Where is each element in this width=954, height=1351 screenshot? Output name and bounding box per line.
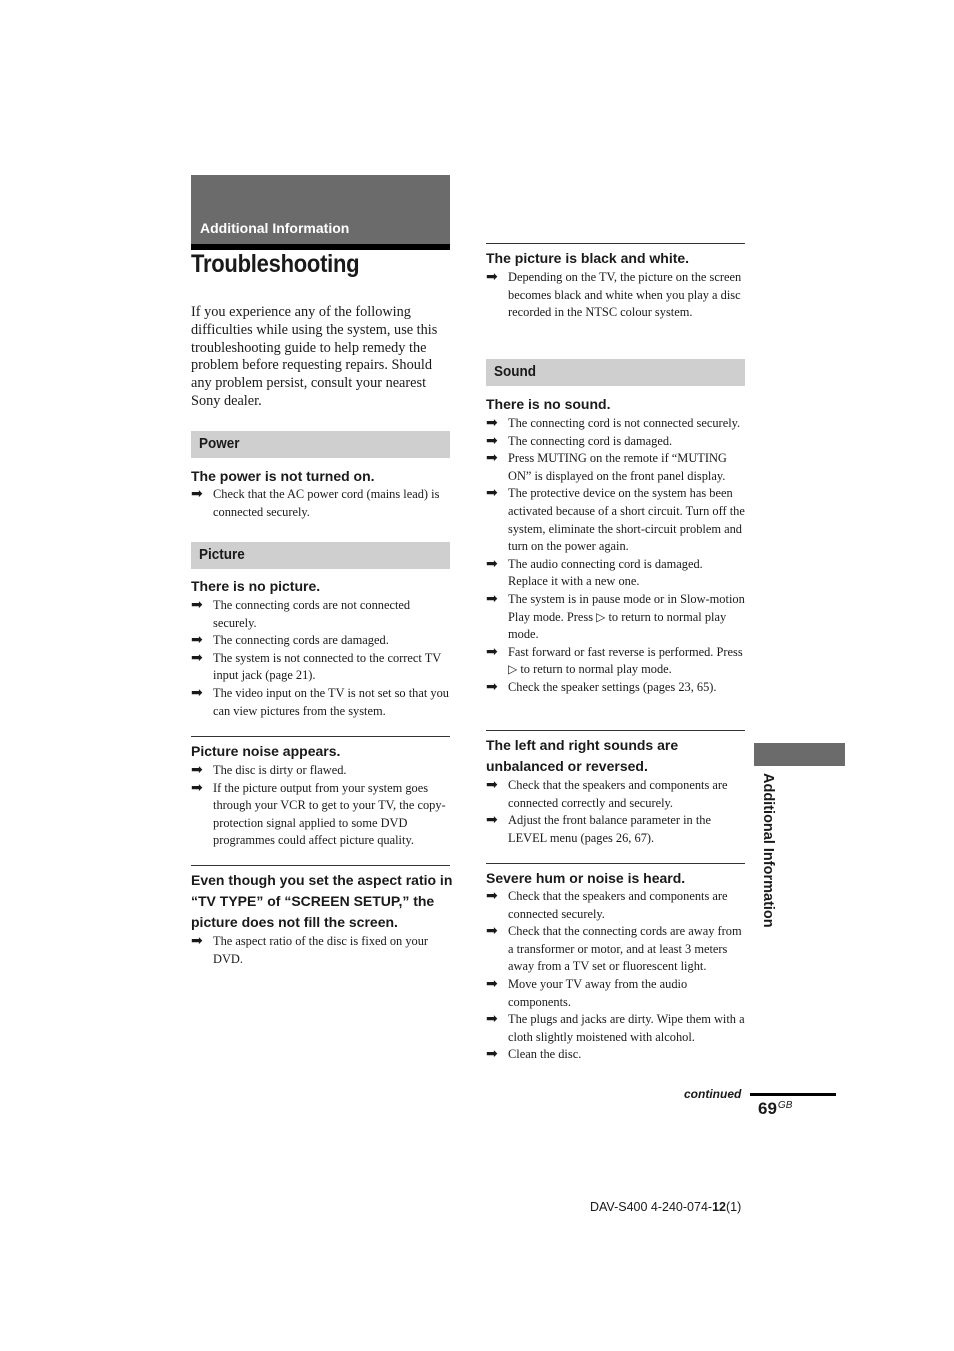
section-header-band bbox=[191, 175, 450, 250]
solution-list bbox=[486, 888, 745, 1064]
list-item: ➡ The connecting cords are not connected securely. bbox=[191, 597, 411, 630]
list-item: ➡ The audio connecting cord is damaged. Replace it with a new one. bbox=[486, 555, 703, 589]
arrow-right-icon: ➡ bbox=[486, 432, 498, 449]
continued-rule bbox=[750, 1093, 836, 1096]
arrow-right-icon: ➡ bbox=[191, 632, 203, 649]
arrow-right-icon: ➡ bbox=[486, 888, 498, 904]
list-item: ➡ The protective device on the system has been activated because of a short circuit. Turn off the system, eliminate the short-circuit problem and turn on the power again. bbox=[486, 485, 745, 554]
problem-title: The picture is black and white. bbox=[486, 250, 690, 266]
list-item: ➡ Check the speaker settings (pages 23, 65). bbox=[486, 678, 717, 695]
arrow-right-icon: ➡ bbox=[486, 555, 498, 572]
arrow-right-icon: ➡ bbox=[486, 643, 498, 660]
solution-list bbox=[486, 777, 745, 847]
list-item: ➡ Adjust the front balance parameter in the LEVEL menu (pages 26, 67). bbox=[486, 812, 711, 845]
arrow-right-icon: ➡ bbox=[486, 1046, 498, 1063]
list-item: ➡ Press MUTING on the remote if “MUTING ON” is displayed on the front panel display. bbox=[486, 450, 727, 483]
arrow-right-icon: ➡ bbox=[486, 1011, 498, 1028]
solution-list bbox=[486, 415, 745, 697]
arrow-right-icon: ➡ bbox=[191, 933, 203, 949]
divider bbox=[191, 736, 450, 737]
category-picture bbox=[191, 542, 450, 569]
category-title: Picture bbox=[199, 546, 245, 563]
arrow-right-icon: ➡ bbox=[191, 486, 203, 502]
list-item: ➡ The connecting cord is damaged. bbox=[486, 432, 673, 449]
problem-title: Even though you set the aspect ratio in “TV TYPE” of “SCREEN SETUP,” the picture does not fill the screen. bbox=[191, 872, 453, 930]
list-item: ➡ Depending on the TV, the picture on the screen becomes black and white when you play a disc recorded in the NTSC colour system. bbox=[486, 269, 742, 320]
solution-list bbox=[191, 762, 450, 850]
list-item: ➡ The disc is dirty or flawed. bbox=[191, 762, 347, 778]
problem-title: Severe hum or noise is heard. bbox=[486, 870, 686, 886]
list-item: ➡ The system is in pause mode or in Slow-motion Play mode. Press ▷ to return to normal play mode. bbox=[486, 590, 745, 642]
list-item: ➡ Check that the speakers and components are connected correctly and securely. bbox=[486, 777, 728, 810]
solution-list bbox=[486, 269, 745, 322]
category-power bbox=[191, 431, 450, 458]
arrow-right-icon: ➡ bbox=[486, 975, 498, 992]
category-sound bbox=[486, 359, 745, 386]
divider bbox=[486, 730, 745, 731]
page-suffix: GB bbox=[777, 1100, 793, 1111]
arrow-right-icon: ➡ bbox=[191, 684, 203, 701]
list-item: ➡ The plugs and jacks are dirty. Wipe them with a cloth slightly moistened with alcohol. bbox=[486, 1011, 745, 1044]
solution-list bbox=[191, 933, 450, 968]
arrow-right-icon: ➡ bbox=[191, 762, 203, 778]
arrow-right-icon: ➡ bbox=[486, 450, 498, 467]
list-item: ➡ The video input on the TV is not set so that you can view pictures from the system. bbox=[191, 684, 449, 718]
problem-title: The left and right sounds are unbalanced or reversed. bbox=[486, 737, 679, 774]
model-code: DAV-S400 4-240-074-12(1) bbox=[590, 1200, 742, 1214]
play-icon: ▷ bbox=[596, 609, 606, 624]
arrow-right-icon: ➡ bbox=[191, 779, 203, 796]
list-item: ➡ Fast forward or fast reverse is performed. Press ▷ to return to normal play mode. bbox=[486, 643, 743, 677]
problem-title: The power is not turned on. bbox=[191, 468, 375, 484]
arrow-right-icon: ➡ bbox=[486, 415, 498, 431]
list-item: ➡ Check that the AC power cord (mains lead) is connected securely. bbox=[191, 486, 440, 519]
category-title: Sound bbox=[494, 363, 536, 380]
list-item: ➡ If the picture output from your system goes through your VCR to get to your TV, the copy-protection signal applied to some DVD programmes could affect picture quality. bbox=[191, 779, 446, 848]
list-item: ➡ The connecting cords are damaged. bbox=[191, 632, 389, 649]
divider bbox=[486, 243, 745, 244]
continued-label: continued bbox=[684, 1087, 742, 1101]
arrow-right-icon: ➡ bbox=[486, 485, 498, 502]
arrow-right-icon: ➡ bbox=[486, 777, 498, 793]
list-item: ➡ The connecting cord is not connected securely. bbox=[486, 415, 741, 431]
divider bbox=[486, 863, 745, 864]
page-title: Troubleshooting bbox=[191, 250, 360, 278]
solution-list bbox=[191, 486, 450, 521]
list-item: ➡ Move your TV away from the audio components. bbox=[486, 975, 688, 1009]
list-item: ➡ Check that the connecting cords are away from a transformer or motor, and at least 3 meters away from a TV set or fluorescent light. bbox=[486, 923, 742, 974]
list-item: ➡ Clean the disc. bbox=[486, 1046, 582, 1063]
list-item: ➡ The aspect ratio of the disc is fixed on your DVD. bbox=[191, 933, 429, 966]
play-icon: ▷ bbox=[508, 662, 518, 677]
side-thumb-tab bbox=[754, 743, 845, 766]
section-label: Additional Information bbox=[200, 220, 350, 236]
solution-list bbox=[191, 597, 450, 720]
side-tab-label: Additional Information bbox=[760, 773, 776, 928]
arrow-right-icon: ➡ bbox=[191, 649, 203, 666]
list-item: ➡ The system is not connected to the correct TV input jack (page 21). bbox=[191, 649, 442, 683]
arrow-right-icon: ➡ bbox=[486, 678, 498, 695]
list-item: ➡ Check that the speakers and components are connected securely. bbox=[486, 888, 728, 921]
arrow-right-icon: ➡ bbox=[486, 812, 498, 829]
page-number: $69^{GB}$ bbox=[758, 1099, 793, 1118]
problem-title: There is no picture. bbox=[191, 578, 321, 594]
problem-title: Picture noise appears. bbox=[191, 743, 341, 759]
intro-paragraph: If you experience any of the following difficulties while using the system, use this troubleshooting guide to help remedy the problem before requesting repairs. Should any problem persist, consult your nearest Sony dealer. bbox=[191, 304, 438, 409]
arrow-right-icon: ➡ bbox=[486, 923, 498, 940]
category-title: Power bbox=[199, 435, 240, 452]
arrow-right-icon: ➡ bbox=[191, 597, 203, 613]
arrow-right-icon: ➡ bbox=[486, 590, 498, 607]
problem-title: There is no sound. bbox=[486, 396, 611, 412]
divider bbox=[191, 865, 450, 866]
arrow-right-icon: ➡ bbox=[486, 269, 498, 285]
